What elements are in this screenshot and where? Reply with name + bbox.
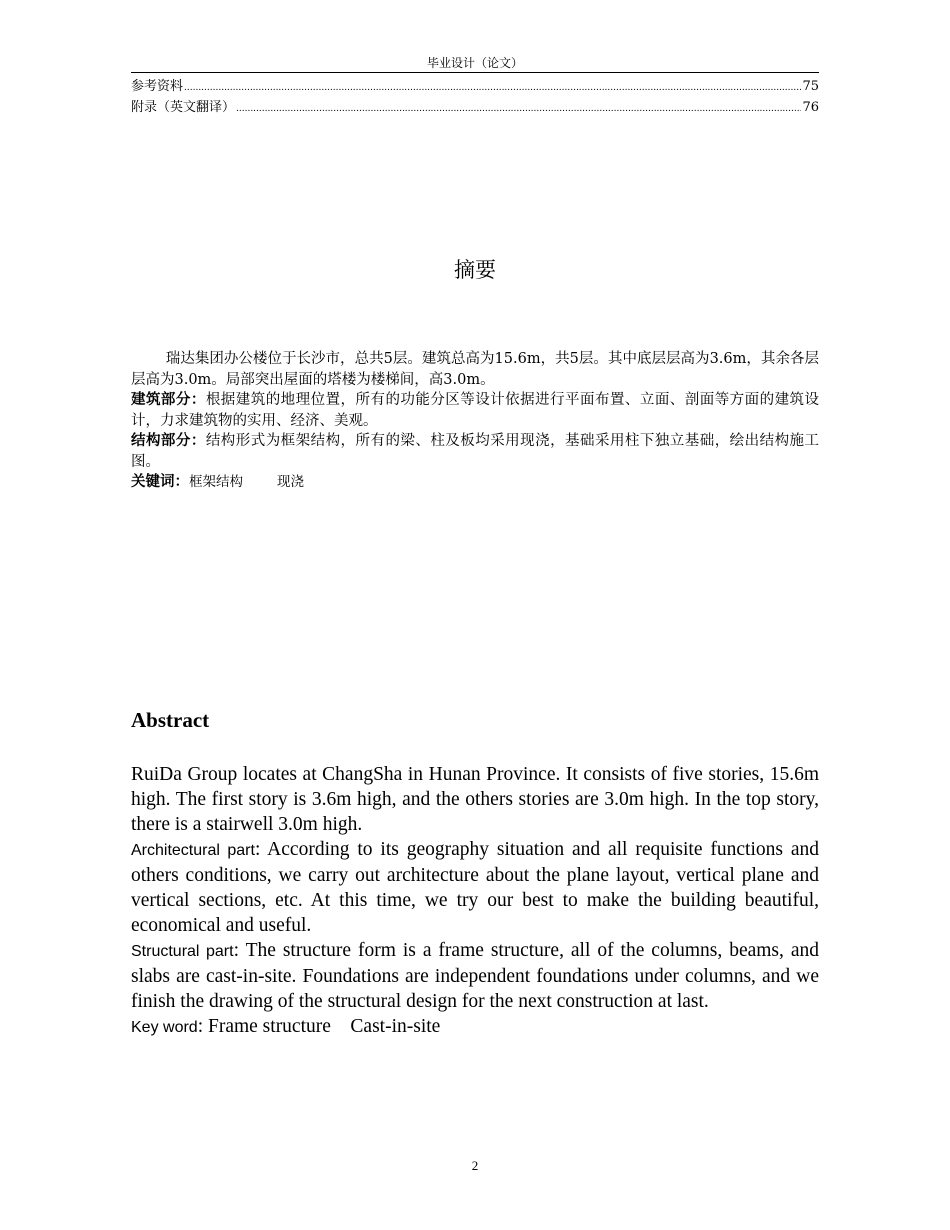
toc-entry-page: 76 [802, 100, 819, 115]
english-structure-label: Structural part [131, 943, 234, 960]
chinese-structure-paragraph [131, 431, 819, 472]
english-keywords-text: : Frame structure Cast-in-site [197, 1016, 441, 1037]
chinese-keyword-2: 现浇 [277, 474, 304, 490]
chinese-architecture-text: 根据建筑的地理位置，所有的功能分区等设计依据进行平面布置、立面、剖面等方面的建筑设计，力求建筑物的实用、经济、美观。 [131, 392, 820, 429]
chinese-keyword-1: 框架结构 [189, 474, 243, 490]
chinese-keywords-label: 关键词： [131, 474, 189, 490]
toc-entry-references[interactable] [131, 77, 819, 98]
chinese-architecture-label: 建筑部分： [131, 392, 206, 408]
toc-leader-dots [184, 78, 801, 98]
toc-entry-appendix[interactable] [131, 98, 819, 119]
english-intro-paragraph: RuiDa Group locates at ChangSha in Hunan Province. It consists of five stories, 15.6m high. The first story is 3.6m high, and the others stories are 3.0m high. In the top story, there is a stairwell 3.0m high. [131, 764, 819, 835]
english-structure-text: : The structure form is a frame structure, all of the columns, beams, and slabs are cast-in-site. Foundations are independent foundations under columns, and we finish the drawing of the structural design for the next construction at last. [131, 940, 819, 1012]
english-architecture-paragraph [131, 837, 819, 938]
english-abstract-title: Abstract [131, 708, 210, 732]
table-of-contents [131, 77, 819, 119]
running-header: 毕业设计（论文） [426, 56, 523, 70]
english-keywords-paragraph [131, 1014, 819, 1040]
english-abstract-body [131, 762, 819, 1040]
chinese-structure-text: 结构形式为框架结构，所有的梁、柱及板均采用现浇，基础采用柱下独立基础，绘出结构施工图。 [131, 433, 820, 470]
chinese-abstract-title: 摘要 [454, 258, 496, 282]
english-structure-paragraph [131, 938, 819, 1014]
english-architecture-text: : According to its geography situation and all requisite functions and others conditions, we carry out architecture about the plane layout, vertical plane and vertical sections, etc. At this time, we try our best to make the building beautiful, economical and useful. [131, 839, 819, 936]
english-architecture-label: Architectural part [131, 842, 255, 859]
toc-entry-title: 附录（英文翻译） [131, 100, 236, 115]
chinese-abstract-body [131, 349, 819, 493]
english-keywords-label: Key word [131, 1019, 198, 1036]
header-rule [131, 72, 819, 73]
toc-entry-page: 75 [802, 79, 819, 94]
chinese-architecture-paragraph [131, 390, 819, 431]
chinese-structure-label: 结构部分： [131, 433, 206, 449]
page-number: 2 [471, 1158, 479, 1173]
chinese-intro-paragraph: 瑞达集团办公楼位于长沙市，总共5层。建筑总高为15.6m，共5层。其中底层层高为3.6m，其余各层层高为3.0m。局部突出屋面的塔楼为楼梯间，高3.0m。 [131, 351, 819, 388]
toc-leader-dots [236, 99, 801, 119]
chinese-keywords-paragraph [131, 472, 819, 493]
toc-entry-title: 参考资料 [131, 79, 184, 94]
